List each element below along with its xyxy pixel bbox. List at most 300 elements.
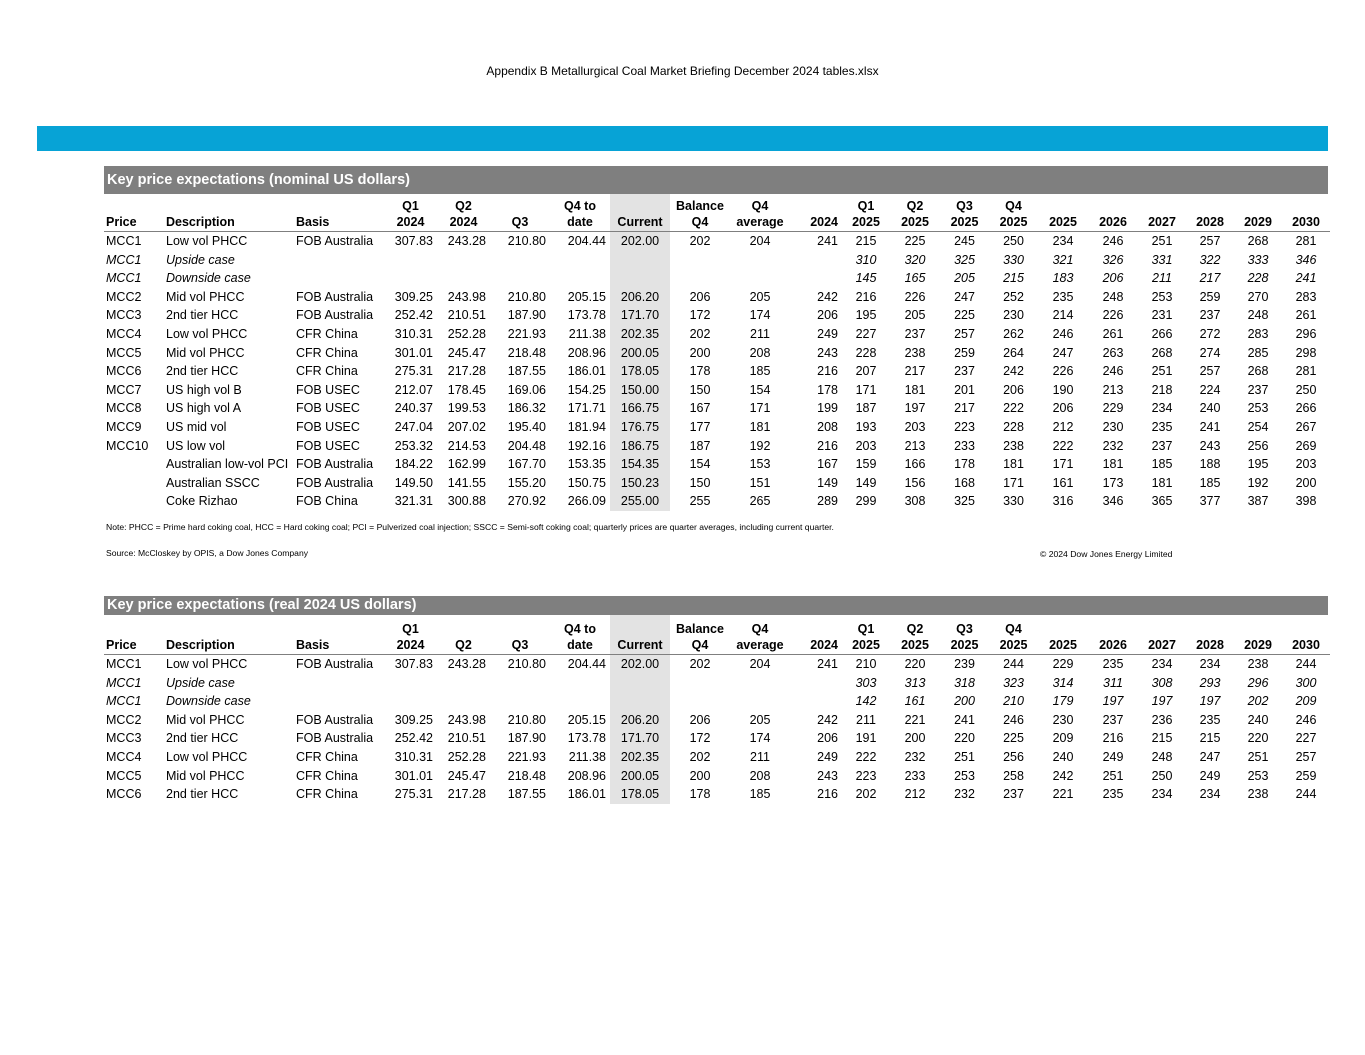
table-cell: 326	[1102, 252, 1124, 267]
table-cell: 192	[749, 438, 771, 453]
table-cell: 177	[689, 419, 711, 434]
table-cell: 217.28	[447, 364, 486, 379]
table-cell: 250	[1151, 768, 1173, 783]
table-cell: 259	[1295, 768, 1317, 783]
table-cell	[730, 692, 790, 711]
table-cell: 159	[855, 457, 877, 472]
table-cell: 150.23	[610, 474, 670, 493]
table-cell: 275.31	[394, 787, 433, 802]
table-cell: 252	[1003, 289, 1024, 304]
table-cell: 2nd tier HCC	[166, 364, 239, 379]
table-cell: 165	[904, 271, 926, 286]
table-cell: 232	[954, 787, 975, 802]
table-cell: 178	[689, 364, 711, 379]
table-cell: 202	[855, 787, 877, 802]
real-table-title: Key price expectations (real 2024 US dollars)	[104, 596, 1328, 615]
table-row	[104, 729, 1330, 748]
table-cell: 195	[1247, 457, 1269, 472]
table-cell: 2nd tier HCC	[166, 787, 239, 802]
col-basis: Basis	[294, 214, 384, 232]
table-cell	[490, 269, 550, 288]
col-description: Description	[164, 214, 294, 232]
table-cell: 210.80	[507, 712, 546, 727]
table-cell: FOB Australia	[296, 234, 374, 248]
table-cell	[437, 674, 490, 693]
table-cell: 299	[855, 494, 877, 509]
table-cell: 238	[1003, 438, 1024, 453]
table-cell: MCC3	[106, 731, 142, 746]
col-q4-to-date-b: date	[550, 214, 610, 232]
table-cell	[790, 692, 842, 711]
document-title: Appendix B Metallurgical Coal Market Briefing December 2024 tables.xlsx	[486, 64, 879, 78]
table-row	[104, 399, 1330, 418]
col-q2-2024: Q2	[455, 199, 472, 213]
col-q4-to-date: Q4 to	[564, 199, 596, 213]
table-row	[104, 767, 1330, 786]
col-2027: 2027	[1138, 214, 1186, 232]
table-cell: 187.55	[507, 364, 546, 379]
table-cell: 256	[1003, 749, 1024, 764]
table-cell	[294, 674, 384, 693]
table-cell: 316	[1052, 494, 1074, 509]
table-cell: 204.44	[567, 657, 606, 671]
table-cell: 257	[1295, 749, 1317, 764]
table-cell: 154.25	[567, 382, 606, 397]
table-cell: 186.75	[610, 437, 670, 456]
table-cell: 308	[1151, 675, 1173, 690]
table-cell: 211.38	[568, 749, 606, 764]
table-cell: 245	[954, 234, 975, 248]
col-q2-2024-year: 2024	[437, 214, 490, 232]
table-cell: FOB Australia	[296, 712, 374, 727]
table-cell: 243.98	[447, 712, 486, 727]
table-cell: 200.05	[610, 344, 670, 363]
table-row	[104, 288, 1330, 307]
table-cell	[384, 269, 437, 288]
table-cell: 346	[1295, 252, 1317, 267]
table-cell: 188	[1199, 457, 1221, 472]
table-cell: 181	[749, 419, 771, 434]
table-cell: 178.45	[447, 382, 486, 397]
table-cell: 243	[1199, 438, 1221, 453]
table-cell: FOB USEC	[296, 419, 360, 434]
table-cell	[437, 251, 490, 270]
table-cell: 293	[1199, 675, 1221, 690]
table-cell: 218.48	[507, 768, 546, 783]
table-cell: 241	[954, 712, 975, 727]
table-cell: 207	[855, 364, 877, 379]
table-cell: 185	[749, 364, 771, 379]
table-cell: 208	[817, 419, 838, 434]
table-cell: 206	[1052, 401, 1074, 416]
table-cell	[294, 269, 384, 288]
table-cell: MCC6	[106, 787, 142, 802]
table-cell: 214.53	[447, 438, 486, 453]
table-cell: 241	[817, 657, 838, 671]
table-cell: 212	[904, 787, 926, 802]
table-cell	[730, 251, 790, 270]
table-row	[104, 492, 1330, 511]
table-cell: 249	[817, 749, 838, 764]
table-cell: 213	[904, 438, 926, 453]
table-cell: 169.06	[507, 382, 546, 397]
table-cell: 231	[1151, 308, 1173, 323]
table-cell: MCC5	[106, 768, 142, 783]
table-cell: 251	[1151, 234, 1173, 248]
table-cell: 173.78	[567, 308, 606, 323]
table-cell: 259	[954, 345, 975, 360]
nominal-table-title: Key price expectations (nominal US dollars)	[104, 166, 1328, 194]
col-q4-to-date: Q4 to	[564, 622, 596, 636]
table-row	[104, 655, 1330, 674]
table-cell: 253	[954, 768, 975, 783]
table-cell: 206	[817, 731, 838, 746]
table-cell: 217	[904, 364, 926, 379]
table-cell: 167.70	[507, 457, 546, 472]
table-row	[104, 474, 1330, 493]
table-cell	[490, 674, 550, 693]
table-cell: 153	[749, 457, 771, 472]
col-q1-2025-year: 2025	[842, 214, 890, 232]
table-cell: 233	[954, 438, 975, 453]
table-cell: 181	[1102, 457, 1124, 472]
table-cell: 268	[1247, 234, 1269, 248]
table-cell: 209	[1052, 731, 1074, 746]
table-cell: 248	[1151, 749, 1173, 764]
table-cell: 266.09	[567, 494, 606, 509]
table-cell: 178	[817, 382, 838, 397]
table-cell: 210.80	[507, 657, 546, 671]
table-cell: 176.75	[610, 418, 670, 437]
table-cell	[730, 269, 790, 288]
table-cell: 161	[904, 694, 926, 709]
table-cell: 145	[855, 271, 877, 286]
table-cell: 203	[1295, 457, 1317, 472]
table-cell: 237	[1102, 712, 1124, 727]
table-cell: 235	[1102, 657, 1124, 671]
table-cell: 209	[1295, 694, 1317, 709]
table-cell	[490, 692, 550, 711]
table-cell: 233	[904, 768, 926, 783]
table-cell: 309.25	[394, 712, 433, 727]
table-cell: 398	[1295, 494, 1317, 509]
table-cell: 206	[1003, 382, 1024, 397]
table-cell: 190	[1052, 382, 1074, 397]
table-cell: 246	[1295, 712, 1317, 727]
table-row	[104, 748, 1330, 767]
table-cell	[610, 251, 670, 270]
table-cell: Mid vol PHCC	[166, 289, 245, 304]
table-cell: 151	[749, 475, 771, 490]
table-cell	[550, 269, 610, 288]
table-cell: US low vol	[166, 438, 226, 453]
table-cell	[550, 674, 610, 693]
table-cell: 155.20	[507, 475, 546, 490]
table-cell: 246	[1102, 364, 1124, 379]
table-cell: 200	[954, 694, 975, 709]
real-price-table	[104, 615, 1330, 804]
table-cell: 222	[1003, 401, 1024, 416]
table-cell: 264	[1003, 345, 1024, 360]
table-cell: 210.80	[507, 289, 546, 304]
col-q1-2025: Q1	[857, 622, 875, 636]
table-cell: 212.07	[394, 382, 433, 397]
table-cell: Australian low-vol PCI	[166, 457, 289, 472]
table-cell: MCC1	[106, 694, 142, 709]
table-cell: 206	[817, 308, 838, 323]
table-cell: 234	[1151, 401, 1173, 416]
table-cell: MCC6	[106, 364, 142, 379]
col-2026: 2026	[1088, 637, 1138, 655]
table-cell: 243.28	[447, 234, 486, 248]
table-cell	[437, 692, 490, 711]
table-cell: 208	[749, 345, 771, 360]
table-cell: Downside case	[166, 271, 251, 286]
table-row	[104, 674, 1330, 693]
table-cell: 226	[904, 289, 926, 304]
col-q1-2024-year: 2024	[384, 214, 437, 232]
col-price: Price	[104, 637, 164, 655]
table-cell: 377	[1199, 494, 1221, 509]
table-cell: 215	[1003, 271, 1024, 286]
table-cell: 185	[749, 787, 771, 802]
table-cell: 240	[1199, 401, 1221, 416]
table-cell	[790, 674, 842, 693]
table-cell: 179	[1052, 694, 1074, 709]
table-cell: 255	[689, 494, 711, 509]
table-cell: 173	[1102, 475, 1124, 490]
table-cell: 202	[689, 657, 711, 671]
table-row	[104, 232, 1330, 251]
table-cell: 210.80	[507, 234, 546, 248]
table-cell	[610, 674, 670, 693]
table-cell: 217.28	[447, 787, 486, 802]
table-cell: 229	[1052, 657, 1074, 671]
table-cell: 256	[1247, 438, 1269, 453]
table-cell: 237	[1199, 308, 1221, 323]
table-cell: 216	[817, 787, 838, 802]
table-row	[104, 381, 1330, 400]
table-cell: 221.93	[507, 326, 546, 341]
col-q3-2025-year: 2025	[940, 214, 989, 232]
table-row	[104, 455, 1330, 474]
table-cell: 242	[1052, 768, 1074, 783]
table-cell: 237	[904, 326, 926, 341]
col-current: Current	[610, 214, 670, 232]
table-cell: Australian SSCC	[166, 475, 260, 490]
col-2025: 2025	[1038, 637, 1088, 655]
table-cell: 244	[1003, 657, 1024, 671]
table-cell: 210.51	[447, 731, 486, 746]
table-cell: CFR China	[296, 364, 358, 379]
table-cell: 251	[954, 749, 975, 764]
table-cell: MCC1	[106, 675, 142, 690]
table-cell: 281	[1295, 234, 1317, 248]
table-cell: 186.32	[507, 401, 546, 416]
table-cell: 308	[904, 494, 926, 509]
table-cell: 212	[1052, 419, 1074, 434]
col-2026: 2026	[1088, 214, 1138, 232]
table-cell: 246	[1102, 234, 1124, 248]
table-cell: 213	[1102, 382, 1124, 397]
table-cell: 185	[1199, 475, 1221, 490]
table-cell: 243.98	[447, 289, 486, 304]
table-cell: 330	[1003, 494, 1024, 509]
col-q3-2025: Q3	[956, 622, 973, 636]
table-row	[104, 437, 1330, 456]
table-cell: 225	[904, 234, 926, 248]
table-cell: CFR China	[296, 768, 358, 783]
table-cell	[550, 692, 610, 711]
table-cell: MCC2	[106, 712, 142, 727]
table-cell: 187.90	[507, 308, 546, 323]
table-cell: 199.53	[447, 401, 486, 416]
table-cell: 161	[1052, 475, 1074, 490]
table-cell: 217	[1199, 271, 1221, 286]
table-cell: 238	[1247, 657, 1269, 671]
table-cell: Mid vol PHCC	[166, 768, 245, 783]
table-cell: 220	[1247, 731, 1269, 746]
table-cell: FOB Australia	[296, 308, 374, 323]
table-cell: 174	[749, 308, 771, 323]
table-cell: 268	[1151, 345, 1173, 360]
col-q4-2025-year: 2025	[989, 214, 1038, 232]
table-cell: 234	[1199, 657, 1221, 671]
table-cell: 240	[1247, 712, 1269, 727]
table-cell: 238	[904, 345, 926, 360]
table-cell: 245.47	[447, 345, 486, 360]
table-cell: 206.20	[610, 288, 670, 307]
table-cell	[670, 269, 730, 288]
table-cell: 150	[689, 382, 711, 397]
table-cell: 241	[1199, 419, 1221, 434]
table-cell: 181	[904, 382, 926, 397]
col-2030: 2030	[1282, 214, 1330, 232]
table-cell: 171.70	[610, 306, 670, 325]
table-cell: 259	[1199, 289, 1221, 304]
table-cell: 205	[749, 289, 771, 304]
table-cell: 215	[1199, 731, 1221, 746]
table-cell: 313	[904, 675, 926, 690]
table-cell: 156	[904, 475, 926, 490]
table-cell: 223	[855, 768, 877, 783]
table-cell: 296	[1295, 326, 1317, 341]
table-cell: 210	[855, 657, 877, 671]
table-cell: 255.00	[610, 492, 670, 511]
table-cell: 204	[749, 657, 771, 671]
table-cell: 184.22	[394, 457, 433, 472]
table-cell: 235	[1199, 712, 1221, 727]
table-cell: 210.51	[447, 308, 486, 323]
table-cell: 257	[1199, 364, 1221, 379]
table-cell: 325	[954, 494, 975, 509]
table-cell: 153.35	[567, 457, 606, 472]
col-q1-2024-year: 2024	[384, 637, 437, 655]
col-q2: Q2	[437, 637, 490, 655]
table-cell: 270.92	[507, 494, 546, 509]
table-cell	[104, 474, 164, 493]
table-cell: 171.70	[610, 729, 670, 748]
table-cell: 320	[904, 252, 926, 267]
table-cell: 246	[1003, 712, 1024, 727]
table-cell: 174	[749, 731, 771, 746]
table-cell: 200	[689, 768, 711, 783]
table-cell: 234	[1151, 657, 1173, 671]
table-cell: 216	[855, 289, 877, 304]
col-q4-2025: Q4	[1005, 622, 1022, 636]
footnote-definitions: Note: PHCC = Prime hard coking coal, HCC = Hard coking coal; PCI = Pulverized coal injection; SSCC = Semi-soft coking coal; quarterly prices are quarter averages, including current quarter.	[106, 522, 834, 532]
table-cell: 325	[954, 252, 975, 267]
table-cell: FOB Australia	[296, 657, 374, 671]
table-cell: 166	[904, 457, 926, 472]
table-cell: 265	[749, 494, 771, 509]
table-cell: 301.01	[394, 345, 433, 360]
table-cell: 226	[1102, 308, 1124, 323]
table-cell: 171	[855, 382, 877, 397]
table-cell: Mid vol PHCC	[166, 345, 245, 360]
table-cell: 238	[1247, 787, 1269, 802]
table-cell: 274	[1199, 345, 1221, 360]
table-cell: 211.38	[568, 326, 606, 341]
table-cell: 228	[855, 345, 877, 360]
table-cell: Low vol PHCC	[166, 234, 248, 248]
table-cell: 200	[904, 731, 926, 746]
table-cell: Low vol PHCC	[166, 326, 248, 341]
table-cell: 199	[817, 401, 838, 416]
table-cell: 183	[1052, 271, 1074, 286]
table-cell: 168	[954, 475, 975, 490]
nominal-price-table	[104, 194, 1330, 511]
table-cell: FOB USEC	[296, 382, 360, 397]
col-q3: Q3	[490, 637, 550, 655]
table-cell: 193	[855, 419, 877, 434]
table-cell: 296	[1247, 675, 1269, 690]
table-cell: 310.31	[394, 749, 433, 764]
table-cell: 285	[1247, 345, 1269, 360]
table-cell: 178	[689, 787, 711, 802]
table-cell: FOB Australia	[296, 289, 374, 304]
col-q2-2025-year: 2025	[890, 214, 940, 232]
table-cell	[104, 455, 164, 474]
table-cell: 202.00	[610, 232, 670, 251]
table-cell: 236	[1151, 712, 1173, 727]
table-cell: 214	[1052, 308, 1074, 323]
table-cell: 258	[1003, 768, 1024, 783]
table-cell: 237	[1003, 787, 1024, 802]
table-cell: 206	[1102, 271, 1124, 286]
table-cell: 205.15	[567, 712, 606, 727]
table-row	[104, 269, 1330, 288]
table-cell: 307.83	[394, 234, 433, 248]
table-cell: 261	[1102, 326, 1124, 341]
table-cell: MCC10	[106, 438, 149, 453]
table-cell: 237	[954, 364, 975, 379]
table-cell: 263	[1102, 345, 1124, 360]
table-cell: 230	[1052, 712, 1074, 727]
col-q3-2025: Q3	[956, 199, 973, 213]
table-cell: FOB USEC	[296, 401, 360, 416]
table-cell: 200	[689, 345, 711, 360]
col-q4-2025-year: 2025	[989, 637, 1038, 655]
table-cell: 185	[1151, 457, 1173, 472]
table-cell: 230	[1003, 308, 1024, 323]
table-cell	[610, 692, 670, 711]
table-cell: 2nd tier HCC	[166, 308, 239, 323]
table-cell: 246	[1052, 326, 1074, 341]
table-cell: MCC8	[106, 401, 142, 416]
table-cell: 206	[689, 289, 711, 304]
table-cell	[670, 674, 730, 693]
